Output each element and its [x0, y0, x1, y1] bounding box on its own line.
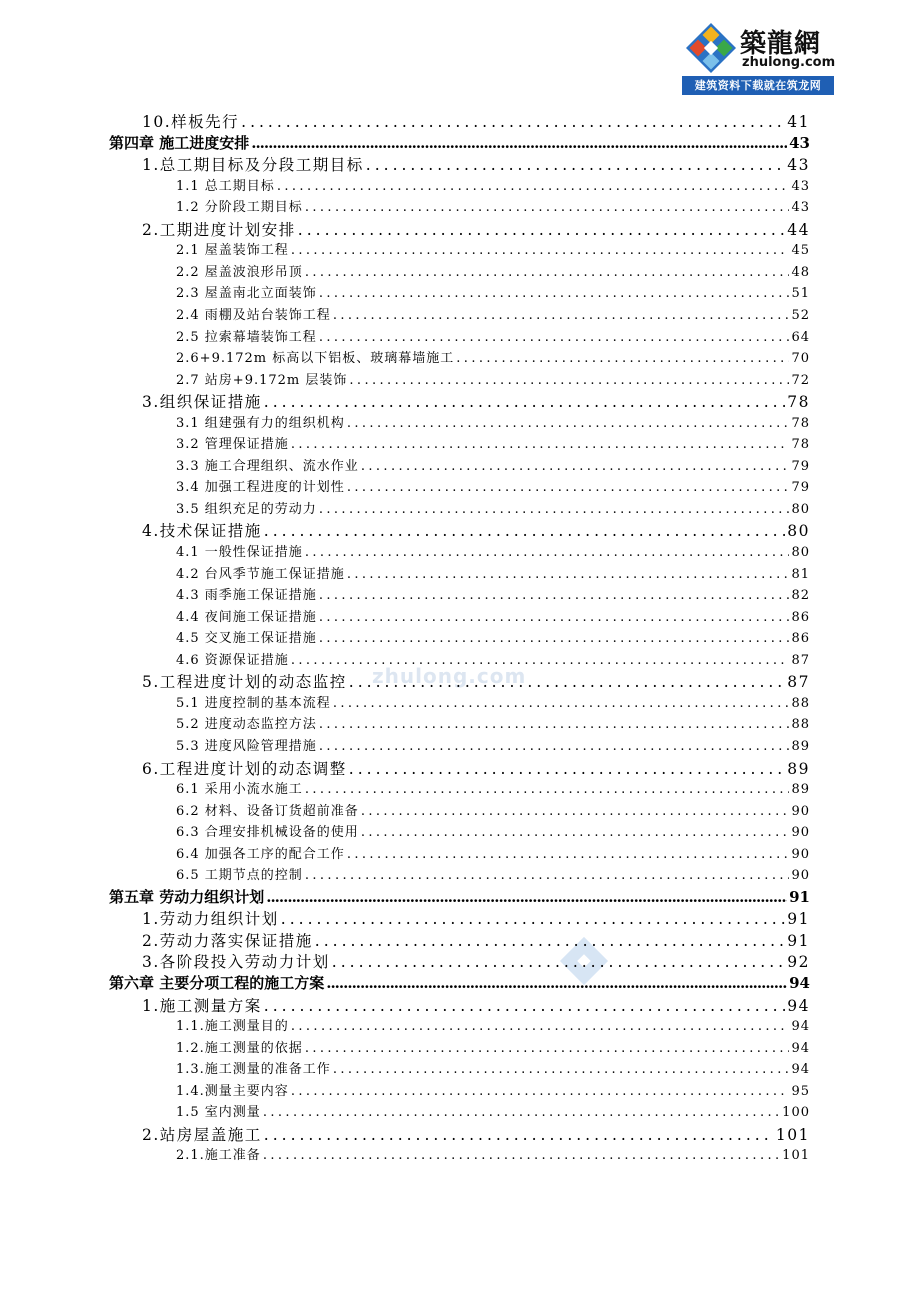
toc-page-number: 86: [791, 609, 810, 625]
toc-entry-title: 第四章 施工进度安排: [109, 133, 250, 152]
toc-page-number: 70: [791, 351, 810, 367]
toc-subsection-entry[interactable]: [176, 239, 810, 258]
toc-leader-dots: [241, 113, 785, 131]
toc-entry-title: 1.4.测量主要内容: [176, 1083, 289, 1099]
toc-entry-title: 4.3 雨季施工保证措施: [176, 588, 317, 604]
toc-page-number: 78: [791, 415, 810, 431]
toc-subsection-entry[interactable]: [176, 476, 810, 495]
toc-page-number: 80: [791, 501, 810, 517]
toc-entry-title: 1.总工期目标及分段工期目标: [142, 156, 364, 175]
toc-leader-dots: [319, 330, 790, 345]
toc-subsection-entry[interactable]: [176, 347, 810, 366]
toc-page-number: 87: [791, 652, 810, 668]
toc-leader-dots: [291, 1084, 790, 1099]
toc-page-number: 89: [787, 759, 810, 778]
toc-leader-dots: [263, 1148, 780, 1163]
toc-entry-title: 2.4 雨棚及站台装饰工程: [176, 307, 331, 323]
toc-page-number: 43: [789, 133, 810, 152]
toc-subsection-entry[interactable]: [176, 778, 810, 797]
toc-page-number: 72: [791, 372, 810, 388]
toc-section-entry[interactable]: [142, 153, 810, 175]
toc-page-number: 86: [791, 631, 810, 647]
toc-entry-title: 1.2.施工测量的依据: [176, 1040, 303, 1056]
toc-leader-dots: [264, 1126, 774, 1144]
toc-chapter-entry[interactable]: [109, 132, 810, 153]
toc-page-number: 41: [787, 113, 810, 131]
toc-entry-title: 4.6 资源保证措施: [176, 652, 289, 668]
toc-page-number: 101: [782, 1148, 810, 1164]
toc-entry-title: 3.3 施工合理组织、流水作业: [176, 458, 359, 474]
toc-section-entry[interactable]: [142, 907, 810, 929]
toc-entry-title: 5.2 进度动态监控方法: [176, 717, 317, 733]
toc-subsection-entry[interactable]: [176, 369, 810, 388]
toc-section-entry[interactable]: [142, 757, 810, 779]
toc-page-number: 48: [791, 264, 810, 280]
toc-entry-title: 5.3 进度风险管理措施: [176, 738, 317, 754]
toc-subsection-entry[interactable]: [176, 563, 810, 582]
toc-leader-dots: [263, 1105, 780, 1120]
toc-leader-dots: [319, 717, 790, 732]
toc-page-number: 79: [791, 458, 810, 474]
logo-top: [682, 19, 834, 75]
toc-leader-dots: [347, 847, 790, 862]
toc-leader-dots: [315, 932, 785, 950]
toc-section-entry[interactable]: [142, 218, 810, 240]
toc-subsection-entry[interactable]: [176, 498, 810, 517]
toc-entry-title: 4.4 夜间施工保证措施: [176, 609, 317, 625]
toc-page-number: 80: [787, 522, 810, 541]
toc-subsection-entry[interactable]: [176, 282, 810, 301]
toc-leader-dots: [305, 265, 790, 280]
toc-subsection-entry[interactable]: [176, 692, 810, 711]
toc-section-entry[interactable]: [142, 950, 810, 972]
toc-leader-dots: [349, 760, 785, 778]
toc-leader-dots: [305, 782, 790, 797]
toc-page-number: 81: [791, 566, 810, 582]
logo-name: 築龍網: [740, 29, 822, 59]
toc-leader-dots: [305, 545, 790, 560]
toc-leader-dots: [291, 243, 790, 258]
toc-entry-title: 2.6+9.172m 标高以下铝板、玻璃幕墙施工: [176, 351, 455, 367]
toc-page-number: 52: [791, 307, 810, 323]
toc-page-number: 88: [791, 717, 810, 733]
toc-leader-dots: [319, 610, 790, 625]
toc-leader-dots: [349, 373, 789, 388]
toc-page-number: 92: [787, 953, 810, 972]
toc-leader-dots: [333, 308, 790, 323]
toc-leader-dots: [305, 1041, 790, 1056]
toc-entry-title: 第五章 劳动力组织计划: [109, 887, 265, 906]
toc-leader-dots: [264, 997, 785, 1015]
toc-entry-title: 4.1 一般性保证措施: [176, 545, 303, 560]
toc-page-number: 79: [791, 480, 810, 496]
toc-page-number: 51: [791, 286, 810, 302]
toc-subsection-entry[interactable]: [176, 1101, 810, 1120]
toc-page-number: 91: [787, 910, 810, 929]
toc-leader-dots: [333, 1062, 790, 1077]
toc-subsection-entry[interactable]: [176, 304, 810, 323]
toc-page-number: 45: [791, 243, 810, 259]
toc-page-number: 90: [791, 825, 810, 841]
toc-section-entry[interactable]: [142, 519, 810, 541]
toc-entry-title: 5.工程进度计划的动态监控: [142, 673, 347, 692]
toc-page-number: 94: [791, 1040, 810, 1056]
toc-page-number: 64: [791, 329, 810, 345]
toc-leader-dots: [266, 888, 787, 906]
toc-page-number: 78: [791, 437, 810, 453]
toc-page-number: 87: [787, 673, 810, 692]
toc-leader-dots: [361, 804, 790, 819]
toc-page-number: 82: [791, 588, 810, 604]
logo-domain: zhulong.com: [742, 55, 836, 70]
toc-section-entry[interactable]: [142, 110, 810, 132]
toc-page-number: 89: [791, 782, 810, 798]
toc-leader-dots: [361, 459, 790, 474]
toc-entry-title: 10.样板先行: [142, 113, 240, 131]
toc-entry-title: 1.1 总工期目标: [176, 178, 275, 194]
toc-entry-title: 6.1 采用小流水施工: [176, 782, 303, 798]
toc-entry-title: 1.劳动力组织计划: [142, 910, 279, 929]
toc-subsection-entry[interactable]: [176, 261, 810, 280]
toc-page-number: 100: [782, 1105, 810, 1121]
toc-entry-title: 3.1 组建强有力的组织机构: [176, 415, 345, 431]
toc-section-entry[interactable]: [142, 929, 810, 951]
toc-subsection-entry[interactable]: [176, 821, 810, 840]
toc-leader-dots: [277, 179, 790, 194]
toc-page-number: 94: [791, 1062, 810, 1078]
toc-leader-dots: [251, 134, 787, 152]
toc-page-number: 80: [791, 545, 810, 560]
toc-leader-dots: [332, 953, 785, 971]
toc-entry-title: 1.3.施工测量的准备工作: [176, 1062, 331, 1078]
zhulong-mark-icon: [684, 21, 738, 75]
toc-entry-title: 第六章 主要分项工程的施工方案: [109, 974, 325, 992]
toc-subsection-entry[interactable]: [176, 455, 810, 474]
toc-subsection-entry[interactable]: [176, 800, 810, 819]
logo-banner: 建筑资料下载就在筑龙网: [682, 76, 834, 95]
toc-subsection-entry[interactable]: [176, 649, 810, 668]
toc-subsection-entry[interactable]: [176, 1080, 810, 1099]
toc-subsection-entry[interactable]: [176, 627, 810, 646]
toc-leader-dots: [319, 631, 790, 646]
toc-entry-title: 2.站房屋盖施工: [142, 1125, 262, 1144]
toc-section-entry[interactable]: [142, 994, 810, 1016]
toc-entry-title: 2.1 屋盖装饰工程: [176, 243, 289, 259]
toc-entry-title: 2.1.施工准备: [176, 1148, 261, 1164]
toc-section-entry[interactable]: [142, 670, 810, 692]
toc-subsection-entry[interactable]: [176, 541, 810, 560]
toc-leader-dots: [347, 567, 790, 582]
toc-subsection-entry[interactable]: [176, 584, 810, 603]
toc-entry-title: 2.工期进度计划安排: [142, 220, 296, 239]
toc-chapter-entry[interactable]: [109, 886, 810, 907]
toc-leader-dots: [291, 1019, 790, 1034]
toc-page-number: 90: [791, 846, 810, 862]
toc-subsection-entry[interactable]: [176, 433, 810, 452]
toc-leader-dots: [333, 696, 790, 711]
toc-leader-dots: [349, 673, 785, 691]
toc-subsection-entry[interactable]: [176, 1037, 810, 1056]
toc-page-number: 94: [789, 974, 810, 992]
toc-subsection-entry[interactable]: [176, 606, 810, 625]
toc-entry-title: 6.3 合理安排机械设备的使用: [176, 825, 359, 841]
toc-page-number: 44: [787, 220, 810, 239]
toc-leader-dots: [456, 351, 789, 366]
toc-section-entry[interactable]: [142, 390, 810, 412]
toc-entry-title: 1.施工测量方案: [142, 996, 262, 1015]
toc-subsection-entry[interactable]: [176, 1144, 810, 1163]
toc-page-number: 90: [791, 803, 810, 819]
toc-entry-title: 3.2 管理保证措施: [176, 437, 289, 453]
toc-leader-dots: [347, 480, 790, 495]
toc-leader-dots: [319, 588, 790, 603]
toc-page-number: 91: [787, 931, 810, 950]
toc-entry-title: 2.2 屋盖波浪形吊顶: [176, 264, 303, 280]
toc-section-entry[interactable]: [142, 1123, 810, 1145]
toc-entry-title: 4.5 交叉施工保证措施: [176, 631, 317, 647]
toc-entry-title: 4.2 台风季节施工保证措施: [176, 566, 345, 582]
toc-subsection-entry[interactable]: [176, 864, 810, 883]
toc-entry-title: 2.5 拉索幕墙装饰工程: [176, 329, 317, 345]
toc-entry-title: 3.各阶段投入劳动力计划: [142, 953, 330, 972]
toc-leader-dots: [326, 974, 787, 992]
toc-page-number: 78: [787, 393, 810, 412]
toc-page-number: 89: [791, 738, 810, 754]
toc-entry-title: 2.劳动力落实保证措施: [142, 931, 313, 950]
toc-page-number: 43: [791, 178, 810, 194]
toc-leader-dots: [305, 200, 790, 215]
toc-subsection-entry[interactable]: [176, 1058, 810, 1077]
toc-page-number: 94: [787, 996, 810, 1015]
toc-leader-dots: [305, 868, 790, 883]
toc-subsection-entry[interactable]: [176, 175, 810, 194]
toc-leader-dots: [264, 522, 785, 540]
toc-page-number: 91: [789, 887, 810, 906]
toc-page-number: 95: [791, 1083, 810, 1099]
toc-subsection-entry[interactable]: [176, 713, 810, 732]
toc-leader-dots: [281, 910, 785, 928]
watermark-text: zhulong.com: [372, 664, 527, 688]
toc-entry-title: 5.1 进度控制的基本流程: [176, 695, 331, 711]
toc-subsection-entry[interactable]: [176, 735, 810, 754]
toc-chapter-entry[interactable]: [109, 972, 810, 993]
toc-leader-dots: [298, 221, 785, 239]
toc-page-number: 90: [791, 868, 810, 884]
toc-entry-title: 2.3 屋盖南北立面装饰: [176, 286, 317, 302]
toc-leader-dots: [366, 156, 785, 174]
toc-page-number: 88: [791, 695, 810, 711]
toc-entry-title: 2.7 站房+9.172m 层装饰: [176, 372, 348, 388]
toc-leader-dots: [319, 286, 790, 301]
zhulong-logo: [682, 19, 834, 95]
toc-entry-title: 6.工程进度计划的动态调整: [142, 759, 347, 778]
toc-subsection-entry[interactable]: [176, 843, 810, 862]
toc-leader-dots: [291, 437, 790, 452]
toc-subsection-entry[interactable]: [176, 196, 810, 215]
toc-page-number: 101: [775, 1125, 810, 1144]
toc-leader-dots: [264, 393, 785, 411]
toc-entry-title: 1.5 室内测量: [176, 1105, 261, 1121]
toc-entry-title: 4.技术保证措施: [142, 522, 262, 541]
toc-subsection-entry[interactable]: [176, 412, 810, 431]
toc-leader-dots: [347, 416, 790, 431]
toc-page-number: 43: [791, 200, 810, 216]
toc-entry-title: 6.5 工期节点的控制: [176, 868, 303, 884]
toc-entry-title: 1.1.施工测量目的: [176, 1019, 289, 1035]
toc-page-number: 43: [787, 156, 810, 175]
toc-entry-title: 6.4 加强各工序的配合工作: [176, 846, 345, 862]
toc-leader-dots: [291, 653, 790, 668]
toc-leader-dots: [361, 825, 790, 840]
toc-entry-title: 3.5 组织充足的劳动力: [176, 501, 317, 517]
toc-entry-title: 6.2 材料、设备订货超前准备: [176, 803, 359, 819]
toc-page-number: 94: [791, 1019, 810, 1035]
toc-leader-dots: [319, 739, 790, 754]
toc-entry-title: 3.4 加强工程进度的计划性: [176, 480, 345, 496]
toc-subsection-entry[interactable]: [176, 326, 810, 345]
toc-leader-dots: [319, 502, 790, 517]
toc-entry-title: 1.2 分阶段工期目标: [176, 200, 303, 216]
toc-entry-title: 3.组织保证措施: [142, 393, 262, 412]
toc-subsection-entry[interactable]: [176, 1015, 810, 1034]
